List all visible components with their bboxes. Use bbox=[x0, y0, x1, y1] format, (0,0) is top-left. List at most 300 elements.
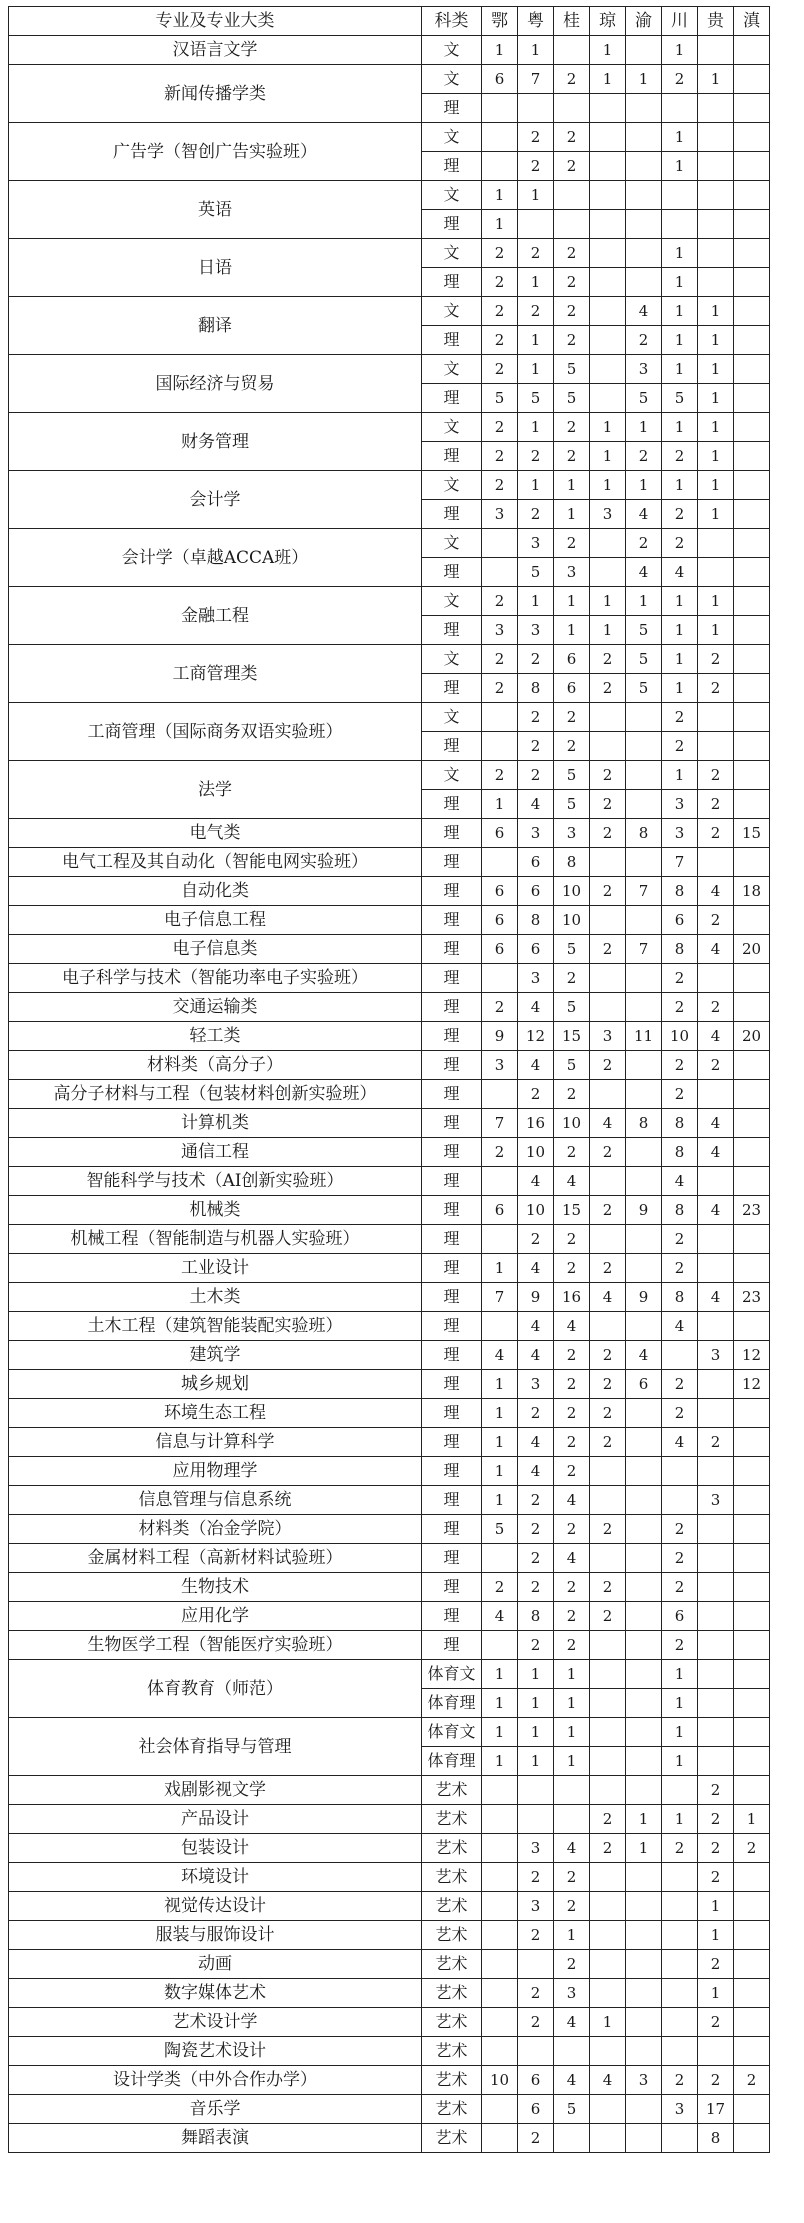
quota-cell: 1 bbox=[698, 471, 734, 500]
quota-cell bbox=[626, 1544, 662, 1573]
quota-cell bbox=[698, 732, 734, 761]
quota-cell bbox=[734, 1950, 770, 1979]
quota-cell: 1 bbox=[590, 65, 626, 94]
quota-cell: 2 bbox=[662, 442, 698, 471]
quota-cell: 1 bbox=[482, 1689, 518, 1718]
quota-cell: 2 bbox=[698, 761, 734, 790]
quota-cell: 2 bbox=[518, 297, 554, 326]
table-row bbox=[9, 1312, 770, 1341]
quota-cell bbox=[626, 1254, 662, 1283]
table-row bbox=[9, 123, 770, 152]
quota-cell bbox=[626, 210, 662, 239]
header-province-chongqing: 渝 bbox=[626, 7, 662, 36]
table-row bbox=[9, 1515, 770, 1544]
quota-cell: 2 bbox=[554, 1573, 590, 1602]
quota-cell bbox=[626, 993, 662, 1022]
subject-category: 理 bbox=[422, 1109, 482, 1138]
quota-cell bbox=[554, 2124, 590, 2153]
quota-cell: 1 bbox=[482, 1660, 518, 1689]
quota-cell: 2 bbox=[662, 1399, 698, 1428]
quota-cell: 1 bbox=[626, 65, 662, 94]
quota-cell: 1 bbox=[698, 616, 734, 645]
quota-cell bbox=[590, 529, 626, 558]
major-name: 材料类（冶金学院） bbox=[9, 1515, 422, 1544]
quota-cell: 2 bbox=[554, 442, 590, 471]
quota-cell: 4 bbox=[590, 1283, 626, 1312]
table-row bbox=[9, 1196, 770, 1225]
quota-cell: 2 bbox=[590, 1196, 626, 1225]
quota-cell bbox=[590, 1660, 626, 1689]
quota-cell bbox=[626, 1718, 662, 1747]
major-name: 社会体育指导与管理 bbox=[9, 1718, 422, 1776]
quota-cell: 2 bbox=[518, 703, 554, 732]
quota-cell: 2 bbox=[662, 964, 698, 993]
quota-cell: 1 bbox=[554, 1718, 590, 1747]
table-row bbox=[9, 819, 770, 848]
quota-cell bbox=[554, 1805, 590, 1834]
subject-category: 艺术 bbox=[422, 1834, 482, 1863]
quota-cell: 8 bbox=[662, 1196, 698, 1225]
quota-cell: 1 bbox=[482, 1254, 518, 1283]
header-category: 科类 bbox=[422, 7, 482, 36]
table-row bbox=[9, 1863, 770, 1892]
quota-cell: 3 bbox=[626, 355, 662, 384]
quota-cell: 1 bbox=[698, 1921, 734, 1950]
quota-cell bbox=[626, 732, 662, 761]
quota-cell bbox=[518, 1950, 554, 1979]
quota-cell bbox=[626, 1747, 662, 1776]
quota-cell: 1 bbox=[518, 1660, 554, 1689]
quota-cell: 5 bbox=[482, 1515, 518, 1544]
major-name: 会计学（卓越ACCA班） bbox=[9, 529, 422, 587]
quota-cell bbox=[734, 1486, 770, 1515]
quota-cell bbox=[698, 1660, 734, 1689]
quota-cell: 6 bbox=[482, 877, 518, 906]
major-name: 机械类 bbox=[9, 1196, 422, 1225]
quota-cell bbox=[518, 1805, 554, 1834]
quota-cell: 6 bbox=[662, 1602, 698, 1631]
quota-cell bbox=[554, 94, 590, 123]
quota-cell: 2 bbox=[554, 1341, 590, 1370]
quota-cell bbox=[698, 1602, 734, 1631]
quota-cell: 4 bbox=[626, 558, 662, 587]
quota-cell: 6 bbox=[518, 848, 554, 877]
subject-category: 文 bbox=[422, 529, 482, 558]
quota-cell: 1 bbox=[698, 297, 734, 326]
quota-cell bbox=[590, 326, 626, 355]
quota-cell: 2 bbox=[518, 1863, 554, 1892]
subject-category: 理 bbox=[422, 500, 482, 529]
quota-cell: 6 bbox=[626, 1370, 662, 1399]
quota-cell: 4 bbox=[662, 1167, 698, 1196]
quota-cell bbox=[590, 2124, 626, 2153]
quota-cell bbox=[554, 36, 590, 65]
quota-cell bbox=[626, 761, 662, 790]
quota-cell bbox=[482, 1225, 518, 1254]
quota-cell: 2 bbox=[662, 1051, 698, 1080]
quota-cell: 1 bbox=[518, 413, 554, 442]
quota-cell bbox=[590, 1950, 626, 1979]
quota-cell: 2 bbox=[554, 529, 590, 558]
subject-category: 理 bbox=[422, 732, 482, 761]
header-province-hubei: 鄂 bbox=[482, 7, 518, 36]
quota-cell bbox=[734, 587, 770, 616]
table-row bbox=[9, 1921, 770, 1950]
subject-category: 文 bbox=[422, 239, 482, 268]
quota-cell bbox=[698, 848, 734, 877]
quota-cell: 16 bbox=[518, 1109, 554, 1138]
quota-cell: 1 bbox=[554, 1689, 590, 1718]
quota-cell bbox=[626, 1892, 662, 1921]
quota-cell: 2 bbox=[482, 645, 518, 674]
quota-cell: 6 bbox=[554, 674, 590, 703]
quota-cell: 1 bbox=[662, 152, 698, 181]
quota-cell: 1 bbox=[518, 471, 554, 500]
quota-cell bbox=[626, 1138, 662, 1167]
quota-cell: 1 bbox=[698, 1892, 734, 1921]
quota-cell: 2 bbox=[482, 674, 518, 703]
table-row bbox=[9, 1776, 770, 1805]
subject-category: 体育文 bbox=[422, 1718, 482, 1747]
quota-cell: 2 bbox=[518, 1979, 554, 2008]
quota-cell: 2 bbox=[662, 500, 698, 529]
quota-cell bbox=[734, 1544, 770, 1573]
header-province-yunnan: 滇 bbox=[734, 7, 770, 36]
quota-cell: 3 bbox=[554, 1979, 590, 2008]
quota-cell bbox=[590, 1921, 626, 1950]
major-name: 设计学类（中外合作办学） bbox=[9, 2066, 422, 2095]
quota-cell bbox=[590, 1544, 626, 1573]
major-name: 环境生态工程 bbox=[9, 1399, 422, 1428]
quota-cell: 15 bbox=[554, 1022, 590, 1051]
major-name: 视觉传达设计 bbox=[9, 1892, 422, 1921]
quota-cell: 8 bbox=[518, 906, 554, 935]
quota-cell bbox=[482, 1834, 518, 1863]
quota-cell bbox=[734, 645, 770, 674]
quota-cell bbox=[482, 94, 518, 123]
quota-cell: 1 bbox=[554, 471, 590, 500]
quota-cell: 4 bbox=[698, 1196, 734, 1225]
quota-cell bbox=[482, 2124, 518, 2153]
subject-category: 理 bbox=[422, 1631, 482, 1660]
quota-cell: 2 bbox=[554, 1254, 590, 1283]
quota-cell: 4 bbox=[626, 297, 662, 326]
major-name: 陶瓷艺术设计 bbox=[9, 2037, 422, 2066]
quota-cell: 3 bbox=[518, 1834, 554, 1863]
quota-cell: 3 bbox=[590, 500, 626, 529]
table-row bbox=[9, 1051, 770, 1080]
quota-cell: 10 bbox=[518, 1196, 554, 1225]
quota-cell: 6 bbox=[518, 2095, 554, 2124]
major-name: 电子信息类 bbox=[9, 935, 422, 964]
quota-cell: 8 bbox=[698, 2124, 734, 2153]
quota-cell bbox=[734, 94, 770, 123]
quota-cell: 2 bbox=[554, 1370, 590, 1399]
enrollment-plan-table bbox=[8, 6, 770, 2153]
quota-cell bbox=[734, 1660, 770, 1689]
quota-cell bbox=[734, 442, 770, 471]
quota-cell bbox=[482, 558, 518, 587]
quota-cell bbox=[482, 1080, 518, 1109]
quota-cell bbox=[518, 94, 554, 123]
quota-cell bbox=[626, 848, 662, 877]
quota-cell: 1 bbox=[662, 674, 698, 703]
quota-cell: 1 bbox=[554, 1660, 590, 1689]
quota-cell: 1 bbox=[482, 36, 518, 65]
quota-cell: 2 bbox=[518, 1486, 554, 1515]
subject-category: 艺术 bbox=[422, 1950, 482, 1979]
quota-cell: 12 bbox=[518, 1022, 554, 1051]
quota-cell bbox=[554, 2037, 590, 2066]
major-name: 交通运输类 bbox=[9, 993, 422, 1022]
quota-cell bbox=[734, 1515, 770, 1544]
subject-category: 艺术 bbox=[422, 1776, 482, 1805]
quota-cell: 4 bbox=[590, 2066, 626, 2095]
quota-cell: 4 bbox=[626, 500, 662, 529]
quota-cell: 1 bbox=[518, 1747, 554, 1776]
quota-cell: 2 bbox=[590, 1805, 626, 1834]
quota-cell: 4 bbox=[518, 1312, 554, 1341]
quota-cell: 1 bbox=[662, 1689, 698, 1718]
header-province-guangxi: 桂 bbox=[554, 7, 590, 36]
quota-cell bbox=[662, 2037, 698, 2066]
quota-cell: 8 bbox=[662, 1283, 698, 1312]
quota-cell bbox=[698, 2037, 734, 2066]
quota-cell: 1 bbox=[698, 355, 734, 384]
quota-cell: 1 bbox=[698, 1979, 734, 2008]
quota-cell bbox=[734, 500, 770, 529]
quota-cell: 4 bbox=[554, 1544, 590, 1573]
table-row bbox=[9, 1109, 770, 1138]
quota-cell bbox=[698, 1225, 734, 1254]
subject-category: 体育理 bbox=[422, 1689, 482, 1718]
table-row bbox=[9, 529, 770, 558]
table-row bbox=[9, 1225, 770, 1254]
quota-cell bbox=[734, 732, 770, 761]
quota-cell: 8 bbox=[662, 935, 698, 964]
quota-cell: 1 bbox=[518, 326, 554, 355]
quota-cell: 2 bbox=[590, 1341, 626, 1370]
quota-cell: 1 bbox=[590, 442, 626, 471]
quota-cell bbox=[734, 1573, 770, 1602]
quota-cell bbox=[662, 1457, 698, 1486]
quota-cell: 2 bbox=[518, 500, 554, 529]
quota-cell bbox=[626, 1631, 662, 1660]
quota-cell: 1 bbox=[626, 587, 662, 616]
quota-cell bbox=[698, 558, 734, 587]
quota-cell: 16 bbox=[554, 1283, 590, 1312]
quota-cell: 2 bbox=[590, 1834, 626, 1863]
quota-cell: 1 bbox=[518, 355, 554, 384]
quota-cell: 1 bbox=[662, 1718, 698, 1747]
quota-cell: 1 bbox=[590, 413, 626, 442]
table-row bbox=[9, 1805, 770, 1834]
table-row bbox=[9, 964, 770, 993]
subject-category: 艺术 bbox=[422, 1863, 482, 1892]
quota-cell: 2 bbox=[662, 1254, 698, 1283]
subject-category: 理 bbox=[422, 1254, 482, 1283]
quota-cell: 2 bbox=[698, 1863, 734, 1892]
header-row bbox=[9, 7, 770, 36]
quota-cell bbox=[482, 2008, 518, 2037]
quota-cell bbox=[734, 1979, 770, 2008]
quota-cell bbox=[626, 1167, 662, 1196]
quota-cell: 2 bbox=[590, 1515, 626, 1544]
quota-cell: 9 bbox=[482, 1022, 518, 1051]
subject-category: 理 bbox=[422, 1544, 482, 1573]
quota-cell bbox=[482, 152, 518, 181]
quota-cell bbox=[554, 1776, 590, 1805]
subject-category: 文 bbox=[422, 36, 482, 65]
quota-cell: 4 bbox=[626, 1341, 662, 1370]
quota-cell: 6 bbox=[518, 935, 554, 964]
quota-cell: 2 bbox=[554, 1080, 590, 1109]
quota-cell bbox=[662, 1892, 698, 1921]
quota-cell: 1 bbox=[662, 616, 698, 645]
major-name: 智能科学与技术（AI创新实验班） bbox=[9, 1167, 422, 1196]
quota-cell: 4 bbox=[518, 1428, 554, 1457]
quota-cell: 2 bbox=[554, 413, 590, 442]
quota-cell: 5 bbox=[518, 384, 554, 413]
quota-cell: 2 bbox=[698, 645, 734, 674]
quota-cell bbox=[590, 239, 626, 268]
quota-cell: 2 bbox=[482, 239, 518, 268]
quota-cell bbox=[626, 1457, 662, 1486]
quota-cell: 12 bbox=[734, 1370, 770, 1399]
quota-cell bbox=[734, 1602, 770, 1631]
quota-cell bbox=[734, 1689, 770, 1718]
quota-cell: 2 bbox=[590, 1602, 626, 1631]
quota-cell: 2 bbox=[590, 935, 626, 964]
quota-cell: 1 bbox=[698, 442, 734, 471]
quota-cell: 2 bbox=[554, 732, 590, 761]
quota-cell: 2 bbox=[518, 1631, 554, 1660]
quota-cell: 7 bbox=[626, 877, 662, 906]
quota-cell: 2 bbox=[698, 993, 734, 1022]
quota-cell bbox=[590, 210, 626, 239]
quota-cell: 2 bbox=[590, 877, 626, 906]
quota-cell bbox=[734, 761, 770, 790]
quota-cell: 10 bbox=[554, 877, 590, 906]
quota-cell: 2 bbox=[590, 1573, 626, 1602]
subject-category: 文 bbox=[422, 65, 482, 94]
major-name: 应用物理学 bbox=[9, 1457, 422, 1486]
quota-cell: 2 bbox=[590, 1370, 626, 1399]
quota-cell bbox=[734, 1080, 770, 1109]
quota-cell bbox=[590, 1080, 626, 1109]
quota-cell bbox=[734, 558, 770, 587]
quota-cell: 1 bbox=[662, 645, 698, 674]
quota-cell: 2 bbox=[518, 152, 554, 181]
quota-cell bbox=[662, 2124, 698, 2153]
quota-cell: 1 bbox=[554, 1747, 590, 1776]
quota-cell bbox=[698, 1689, 734, 1718]
table-row bbox=[9, 1979, 770, 2008]
quota-cell: 2 bbox=[662, 1834, 698, 1863]
quota-cell: 23 bbox=[734, 1196, 770, 1225]
quota-cell bbox=[590, 384, 626, 413]
quota-cell bbox=[698, 1370, 734, 1399]
quota-cell: 2 bbox=[590, 1138, 626, 1167]
quota-cell: 4 bbox=[662, 1312, 698, 1341]
quota-cell bbox=[734, 355, 770, 384]
quota-cell: 2 bbox=[482, 587, 518, 616]
table-row bbox=[9, 2008, 770, 2037]
quota-cell: 2 bbox=[698, 2008, 734, 2037]
subject-category: 理 bbox=[422, 1051, 482, 1080]
quota-cell: 2 bbox=[518, 761, 554, 790]
quota-cell: 8 bbox=[626, 819, 662, 848]
quota-cell: 2 bbox=[554, 1892, 590, 1921]
quota-cell bbox=[662, 1341, 698, 1370]
quota-cell: 2 bbox=[590, 1399, 626, 1428]
quota-cell: 1 bbox=[518, 587, 554, 616]
quota-cell bbox=[482, 1921, 518, 1950]
quota-cell: 2 bbox=[662, 1573, 698, 1602]
subject-category: 理 bbox=[422, 152, 482, 181]
quota-cell bbox=[626, 1515, 662, 1544]
major-name: 金融工程 bbox=[9, 587, 422, 645]
quota-cell: 3 bbox=[518, 1892, 554, 1921]
table-row bbox=[9, 239, 770, 268]
major-name: 工商管理类 bbox=[9, 645, 422, 703]
quota-cell bbox=[626, 2037, 662, 2066]
quota-cell: 1 bbox=[554, 1921, 590, 1950]
major-name: 广告学（智创广告实验班） bbox=[9, 123, 422, 181]
quota-cell: 1 bbox=[590, 36, 626, 65]
quota-cell: 2 bbox=[554, 297, 590, 326]
quota-cell: 7 bbox=[626, 935, 662, 964]
subject-category: 理 bbox=[422, 1080, 482, 1109]
quota-cell bbox=[734, 1921, 770, 1950]
quota-cell: 3 bbox=[554, 819, 590, 848]
subject-category: 体育理 bbox=[422, 1747, 482, 1776]
quota-cell: 2 bbox=[554, 1950, 590, 1979]
quota-cell bbox=[698, 239, 734, 268]
quota-cell: 5 bbox=[554, 2095, 590, 2124]
quota-cell bbox=[590, 1457, 626, 1486]
quota-cell bbox=[662, 210, 698, 239]
quota-cell bbox=[734, 297, 770, 326]
quota-cell bbox=[590, 297, 626, 326]
quota-cell bbox=[662, 1950, 698, 1979]
quota-cell bbox=[734, 471, 770, 500]
quota-cell: 2 bbox=[734, 1834, 770, 1863]
quota-cell: 2 bbox=[590, 1254, 626, 1283]
subject-category: 理 bbox=[422, 94, 482, 123]
quota-cell: 3 bbox=[662, 819, 698, 848]
quota-cell bbox=[698, 181, 734, 210]
quota-cell: 2 bbox=[554, 703, 590, 732]
quota-cell: 2 bbox=[590, 1428, 626, 1457]
quota-cell: 1 bbox=[662, 1747, 698, 1776]
table-row bbox=[9, 2066, 770, 2095]
quota-cell bbox=[590, 152, 626, 181]
quota-cell bbox=[518, 2037, 554, 2066]
quota-cell: 2 bbox=[590, 819, 626, 848]
table-row bbox=[9, 848, 770, 877]
quota-cell bbox=[482, 2095, 518, 2124]
quota-cell: 2 bbox=[698, 819, 734, 848]
major-name: 轻工类 bbox=[9, 1022, 422, 1051]
quota-cell: 1 bbox=[482, 210, 518, 239]
quota-cell: 1 bbox=[662, 587, 698, 616]
quota-cell: 1 bbox=[698, 413, 734, 442]
subject-category: 理 bbox=[422, 616, 482, 645]
quota-cell bbox=[734, 1631, 770, 1660]
quota-cell bbox=[590, 732, 626, 761]
table-row bbox=[9, 1283, 770, 1312]
